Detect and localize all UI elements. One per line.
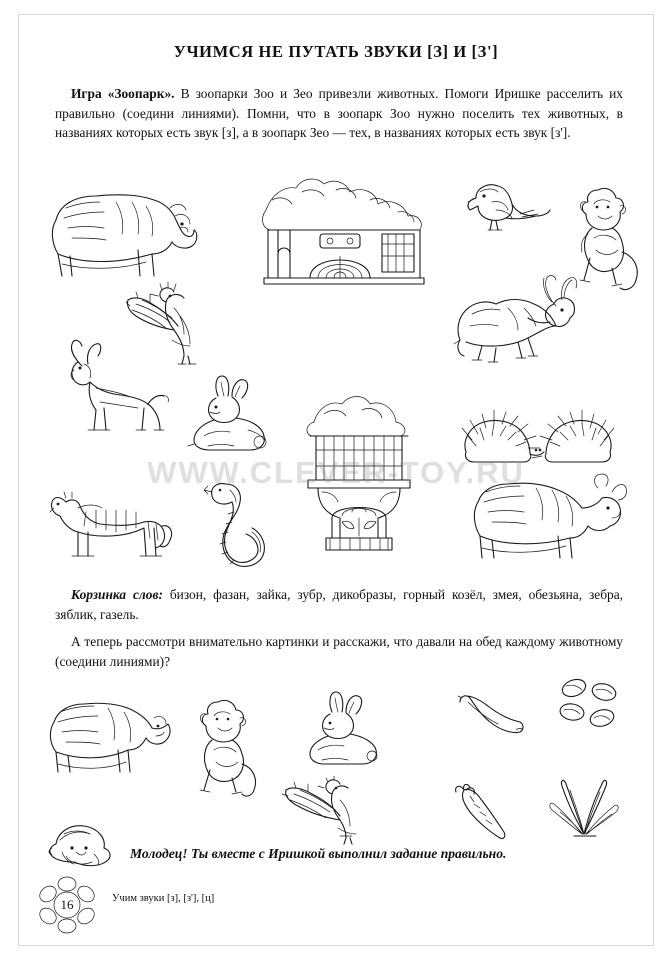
figure-zebra [44,482,174,562]
figure-grass [540,766,630,838]
figure-aurochs [468,466,628,566]
intro-game-label: Игра «Зоопарк». [71,86,175,101]
word-basket-words: бизон, фазан, зайка, зубр, дикобразы, горный козёл, змея, обезьяна, зебра, зяблик, газель. [55,587,624,622]
intro-paragraph [55,84,623,143]
page-number: 16 [60,897,74,912]
figure-nuts [552,676,632,736]
figure-carrot [448,784,518,844]
figure-banana [456,690,526,738]
figure-bison-small [44,690,174,780]
praise-text: Молодец! Ты вместе с Иришкой выполнил задание правильно. [130,846,507,861]
word-basket [55,585,623,624]
figure-bison [42,172,202,282]
word-basket-label: Корзинка слов: [71,587,163,602]
figure-snake [200,470,290,570]
footer-note: Учим звуки [з], [з'], [ц] [112,893,215,904]
figure-zoo-pavilion-left [258,170,428,290]
figure-monkey-small [194,690,272,800]
figure-hare [178,374,278,454]
figure-mountain-goat [452,272,582,367]
figure-gazelle [48,336,173,436]
watermark: WWW.CLEVER-TOY.RU [147,455,525,490]
figure-monkey [572,176,652,296]
page-title: УЧИМСЯ НЕ ПУТАТЬ ЗВУКИ [З] И [З'] [173,42,499,61]
figure-gnome [42,822,122,874]
figure-finch [462,178,552,238]
second-task-paragraph: А теперь рассмотри внимательно картинки и расскажи, что давали на обед каждому животному (соедини линиями)? [55,634,623,669]
intro-body: В зоопарки Зоо и Зео привезли животных. Помоги Иришке расселить их правильно (соедини линиями). Помни, что в зоопарк Зоо нужно поселить тех животных, в названиях которых есть звук [з], а в зоопарк Зео — тех, в названиях которых есть звук [з']. [55,86,623,141]
figure-zoo-pavilion-right [296,388,426,558]
figure-hare-small [296,690,386,768]
figure-pheasant-small [274,776,384,846]
